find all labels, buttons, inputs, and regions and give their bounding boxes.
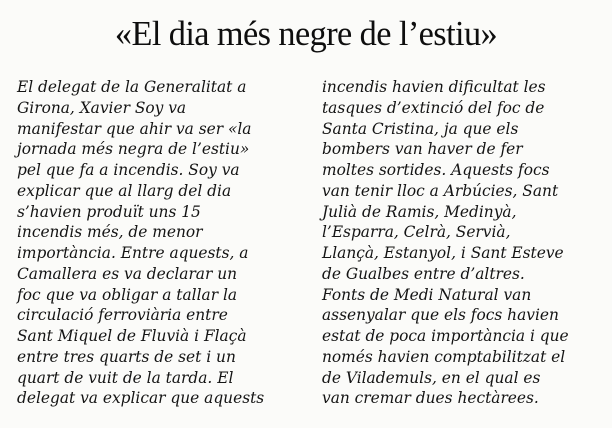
text-line: quart de vuit de la tarda. El [17,368,234,387]
text-line: incendis havien dificultat les [322,78,546,96]
text-line: estat de poca importància i que [322,327,569,345]
text-line: delegat va explicar que aquests [17,389,265,408]
text-line: El delegat de la Generalitat a [17,78,247,96]
text-line: Llançà, Estanyol, i Sant Esteve [322,244,564,262]
text-line: Girona, Xavier Soy va [17,98,187,117]
text-line: foc que va obligar a tallar la [17,285,238,304]
text-line: tasques d’extinció del foc de [322,98,545,117]
text-line: l’Esparra, Celrà, Servià, [322,223,511,242]
text-line: només havien comptabilitzat el [322,347,566,366]
text-line: moltes sortides. Aquests focs [322,161,550,179]
text-line: bombers van haver de fer [322,140,523,159]
text-line: jornada més negra de l’estiu» [17,140,250,159]
text-line: pel que fa a incendis. Soy va [17,161,240,179]
article-headline: «El dia més negre de l’estiu» [114,14,498,53]
text-line: Fonts de Medi Natural van [322,285,532,304]
text-line: entre tres quarts de set i un [17,347,236,366]
text-line: Sant Miquel de Fluvià i Flaçà [17,327,247,345]
text-line: incendis més, de menor [17,223,203,242]
text-line: s’havien produït uns 15 [17,202,201,221]
text-line: manifestar que ahir va ser «la [17,119,252,138]
article-column-left [17,77,309,409]
text-line: de Vilademuls, en el qual es [322,368,541,387]
text-line: explicar que al llarg del dia [17,181,232,200]
text-line: circulació ferroviària entre [17,306,228,325]
text-line: van tenir lloc a Arbúcies, Sant [322,181,559,200]
text-line: Santa Cristina, ja que els [322,119,519,138]
text-line: assenyalar que els focs havien [322,306,559,325]
text-line: van cremar dues hectàrees. [322,389,539,408]
text-line: Julià de Ramis, Medinyà, [322,202,517,221]
text-line: de Gualbes entre d’altres. [322,264,525,283]
article-column-right [322,77,612,409]
text-line: Camallera es va declarar un [17,264,238,283]
text-line: importància. Entre aquests, a [17,244,249,262]
